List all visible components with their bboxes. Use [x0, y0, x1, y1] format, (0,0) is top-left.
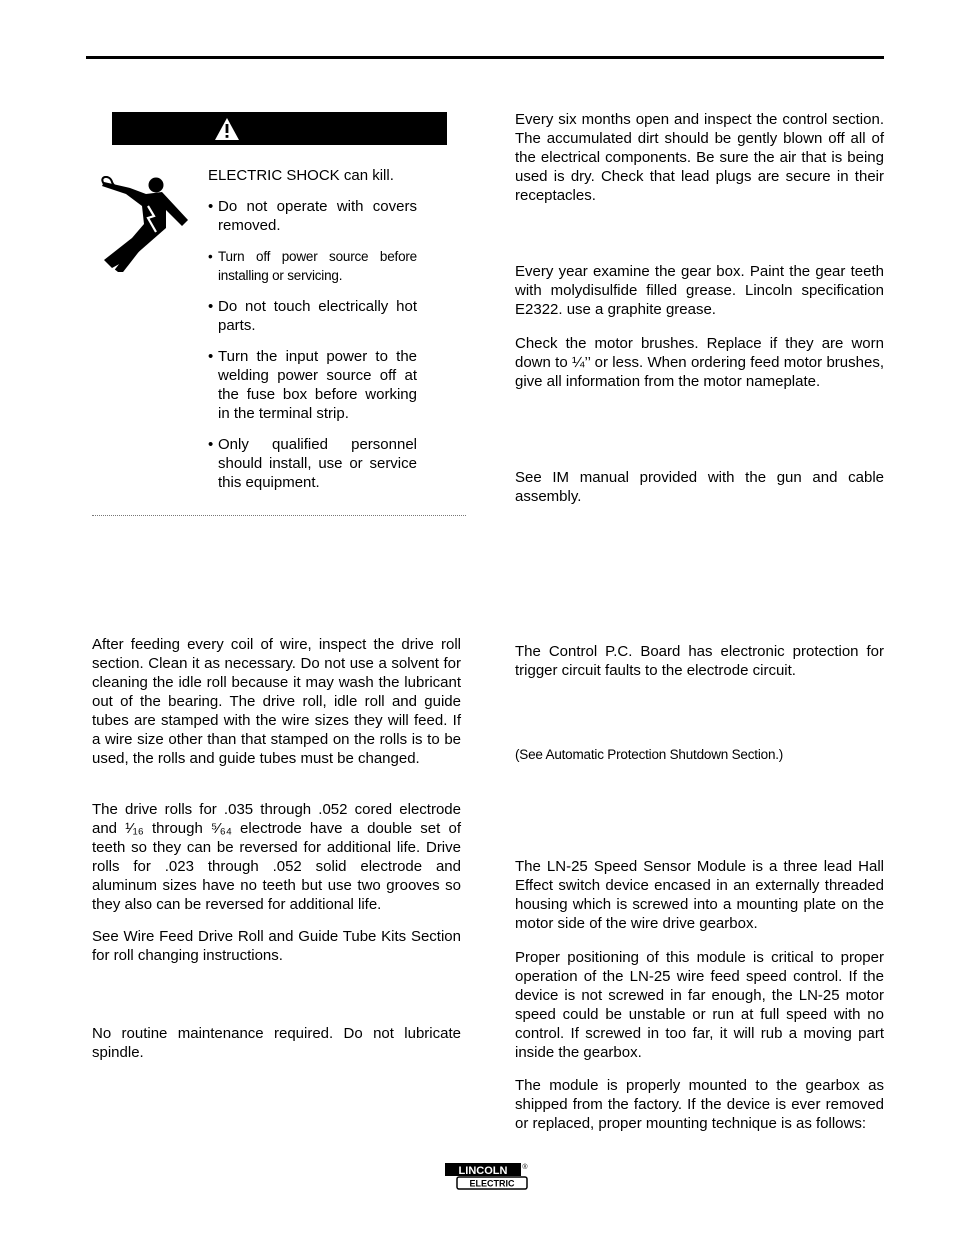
pcb-paragraph: The Control P.C. Board has electronic protection for trigger circuit faults to the electrode circuit. [515, 643, 884, 679]
warning-item: • Turn off power source before installing or servicing. [208, 247, 417, 285]
sensor-paragraph: The module is properly mounted to the gearbox as shipped from the factory. If the device is ever removed or replaced, proper mounting technique is as follows: [515, 1077, 884, 1132]
drive-roll-paragraph: See Wire Feed Drive Roll and Guide Tube Kits Section for roll changing instructions. [92, 928, 461, 964]
logo-text-top: LINCOLN [458, 1165, 508, 1177]
electric-shock-icon [96, 176, 192, 272]
warning-item: • Turn the input power to the welding power source off at the fuse box before working in the terminal strip. [208, 347, 417, 423]
gun-paragraph: See IM manual provided with the gun and cable assembly. [515, 469, 884, 505]
sensor-paragraph: The LN-25 Speed Sensor Module is a three lead Hall Effect switch device encased in an externally threaded housing which is screwed into a mounting plate on the motor side of the wire drive gearbox. [515, 858, 884, 932]
gearbox-paragraph: Every year examine the gear box. Paint the gear teeth with molydisulfide filled grease. Lincoln specification E2322. use a graphite grease. [515, 263, 884, 318]
warning-text [208, 166, 417, 492]
lincoln-electric-logo [445, 1161, 529, 1191]
sensor-paragraph: Proper positioning of this module is critical to proper operation of the LN-25 wire feed speed control. If the device is not screwed in far enough, the LN-25 motor speed could be unstable or run at full speed with no control. If screwed in too far, it will rub a moving part inside the gearbox. [515, 949, 884, 1061]
warning-triangle-icon [214, 117, 240, 141]
drive-roll-paragraph: The drive rolls for .035 through .052 cored electrode and ¹⁄₁₆ through ⁵⁄₆₄ electrode have a double set of teeth so they can be reversed for additional life. Drive rolls for .023 through .052 solid electrode and aluminum sizes have no teeth but use two grooves so they also can be reversed for additional life. [92, 801, 461, 913]
warning-item: • Do not operate with covers removed. [208, 197, 417, 235]
spindle-paragraph: No routine maintenance required. Do not lubricate spindle. [92, 1025, 461, 1061]
divider [92, 515, 466, 516]
warning-item: • Do not touch electrically hot parts. [208, 297, 417, 335]
header-rule [86, 56, 884, 59]
warning-item: • Only qualified personnel should install, use or service this equipment. [208, 435, 417, 492]
logo-text-bottom: ELECTRIC [469, 1178, 515, 1189]
drive-roll-paragraph: After feeding every coil of wire, inspect the drive roll section. Clean it as necessary. Do not use a solvent for cleaning the idle roll because it may wash the lubricant out of the bearing. The drive roll, idle roll and guide tubes are stamped with the wire sizes they will feed. If a wire size other than that stamped on the rolls is to be used, the rolls and guide tubes must be changed. [92, 636, 461, 767]
shutdown-note: (See Automatic Protection Shutdown Section.) [515, 747, 784, 762]
brushes-paragraph: Check the motor brushes. Replace if they are worn down to ¼’’ or less. When ordering feed motor brushes, give all information from the motor nameplate. [515, 335, 884, 390]
warning-lead: ELECTRIC SHOCK can kill. [208, 167, 394, 184]
control-paragraph: Every six months open and inspect the control section. The accumulated dirt should be gently blown off all of the electrical components. Be sure the air that is being used is dry. Check that lead plugs are secure in their receptacles. [515, 111, 884, 204]
warning-banner [112, 112, 447, 145]
logo-registered-mark: ® [522, 1164, 528, 1171]
